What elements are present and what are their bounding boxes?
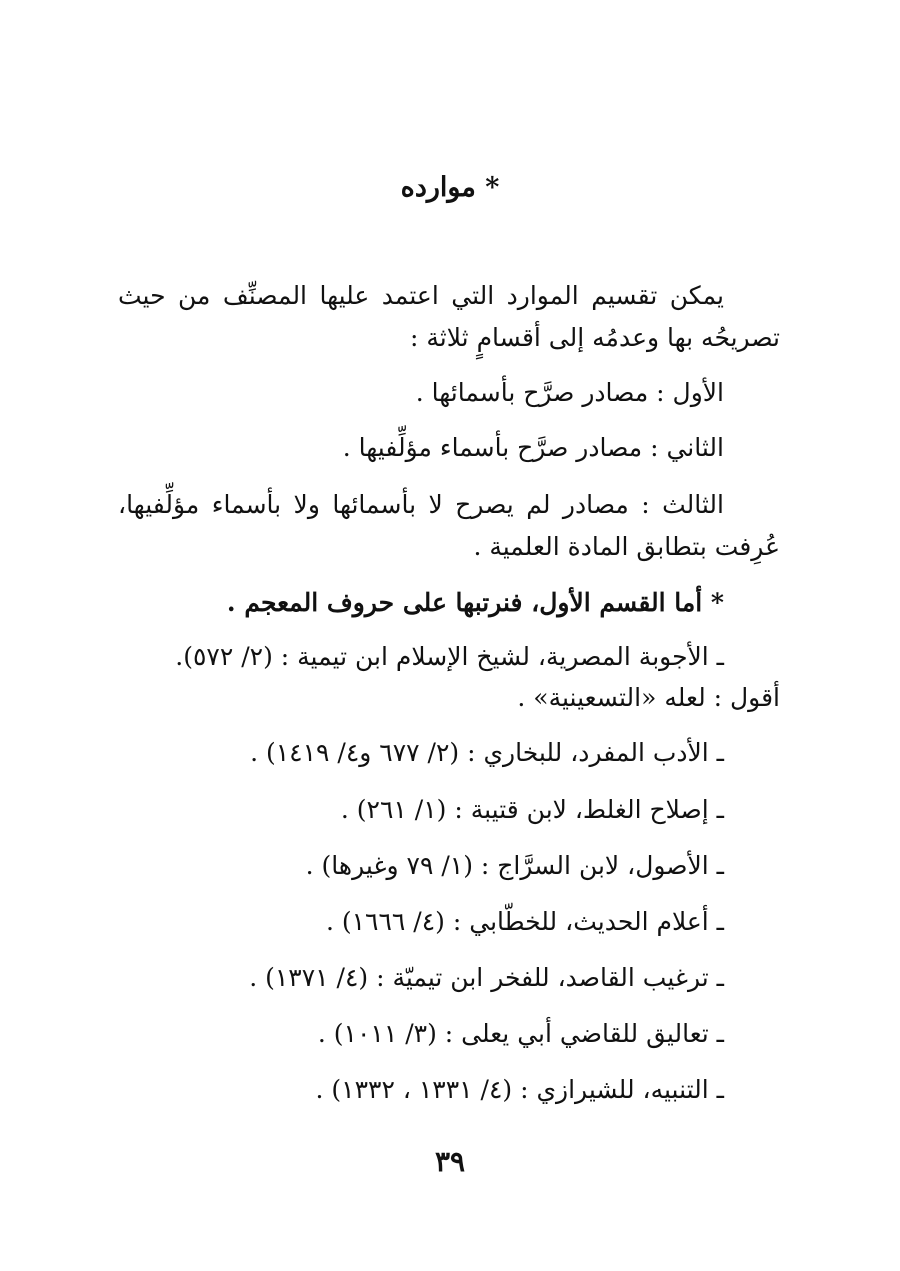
- entry-adab-mufrad: ـ الأدب المفرد، للبخاري : (٢/ ٦٧٧ و٤/ ١٤١٩) .: [250, 738, 724, 767]
- entry-alam-hadith: ـ أعلام الحديث، للخطّابي : (٤/ ١٦٦٦) .: [325, 907, 724, 936]
- entry-targhib-qasid: ـ ترغيب القاصد، للفخر ابن تيميّة : (٤/ ١٣٧١) .: [249, 963, 724, 992]
- intro-line-2: تصريحُه بها وعدمُه إلى أقسامٍ ثلاثة :: [410, 323, 780, 352]
- intro-line-1: يمكن تقسيم الموارد التي اعتمد عليها المصنِّف من حيث: [118, 281, 724, 310]
- entry-ajwiba-line-1: ـ الأجوبة المصرية، لشيخ الإسلام ابن تيمية : (٢/ ٥٧٢).: [175, 642, 724, 671]
- entry-usul: ـ الأصول، لابن السرَّاج : (١/ ٧٩ وغيرها) .: [305, 851, 724, 880]
- category-second: الثاني : مصادر صرَّح بأسماء مؤلِّفيها .: [342, 433, 724, 462]
- entry-tanbih: ـ التنبيه، للشيرازي : (٤/ ١٣٣١ ، ١٣٣٢) .: [315, 1075, 724, 1104]
- section-title: * موارده: [400, 172, 500, 203]
- entry-ajwiba-note: أقول : لعله «التسعينية» .: [517, 683, 780, 712]
- entry-taaliq: ـ تعاليق للقاضي أبي يعلى : (٣/ ١٠١١) .: [317, 1019, 724, 1048]
- category-first: الأول : مصادر صرَّح بأسمائها .: [415, 378, 724, 407]
- page-number: ٣٩: [434, 1145, 466, 1178]
- section-heading: * أما القسم الأول، فنرتبها على حروف المعجم .: [226, 588, 724, 617]
- entry-islah-ghalat: ـ إصلاح الغلط، لابن قتيبة : (١/ ٢٦١) .: [340, 795, 724, 824]
- category-third-line-2: عُرِفت بتطابق المادة العلمية .: [473, 532, 780, 561]
- category-third-line-1: الثالث : مصادر لم يصرح لا بأسمائها ولا بأسماء مؤلِّفيها،: [118, 490, 724, 519]
